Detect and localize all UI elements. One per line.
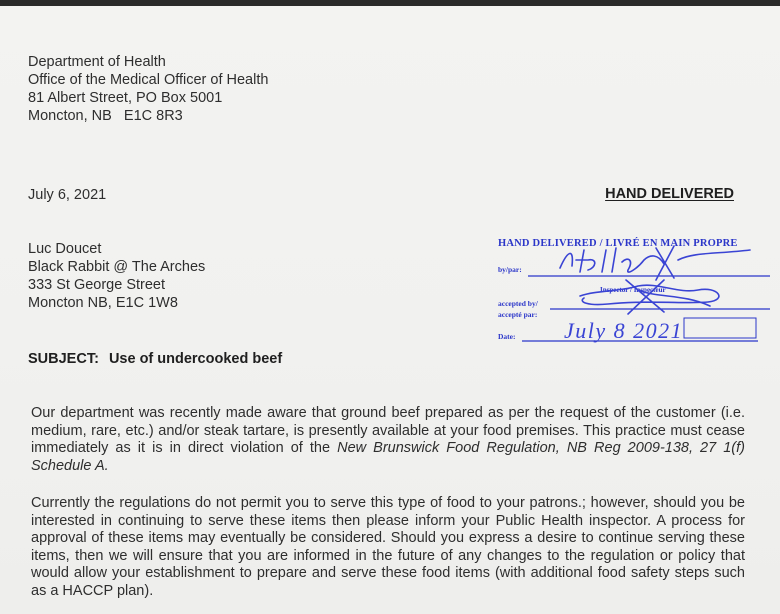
sender-address xyxy=(28,53,268,125)
regulation-citation: New Brunswick Food Regulation, NB Reg 2009-138, 27 1(f) Schedule A. xyxy=(31,440,745,474)
recipient-name: Luc Doucet xyxy=(28,241,102,257)
sender-street: 81 Albert Street, PO Box 5001 xyxy=(28,90,223,106)
stamp-title: HAND DELIVERED / LIVRÉ EN MAIN PROPRE xyxy=(498,238,738,249)
recipient-street: 333 St George Street xyxy=(28,277,166,293)
stamp-accepted-par-label: accepté par: xyxy=(498,310,538,319)
sender-city: Moncton, NB E1C 8R3 xyxy=(28,108,183,124)
signature-scribble xyxy=(560,246,750,314)
stamp-graphic xyxy=(488,220,778,350)
sender-department: Department of Health xyxy=(28,54,166,70)
subject-text: Use of undercooked beef xyxy=(108,351,283,367)
recipient-city: Moncton NB, E1C 1W8 xyxy=(28,295,178,311)
paragraph-violation xyxy=(31,405,745,475)
stamp-accepted-label: accepted by/ xyxy=(498,299,538,308)
paragraph-violation-text: Our department was recently made aware that ground beef prepared as per the request of the customer (i.e. medium, rare, etc.) and/or steak tartare, is presently available at your food premises. This practice must cease immediately as it is in direct violation of the xyxy=(31,405,745,456)
subject-line xyxy=(28,351,282,367)
letter-page xyxy=(0,6,780,614)
stamp-by-label: by/par: xyxy=(498,265,522,274)
stamp-date-label: Date: xyxy=(498,332,516,341)
recipient-business: Black Rabbit @ The Arches xyxy=(28,259,206,275)
delivery-stamp xyxy=(488,220,778,350)
letter-date: July 6, 2021 xyxy=(28,187,107,203)
paragraph-regulations: Currently the regulations do not permit you to serve this type of food to your patrons.; however, should you be interested in continuing to serve these items then please inform your Public Health inspector. A process for approval of these items may eventually be considered. Should you express a desire to continue serving these items, then we will ensure that you are informed in the future of any changes to the regulation or policy that would allow your establishment to prepare and serve these food items (with additional food safety steps such as a HACCP plan). xyxy=(31,495,745,599)
sender-office: Office of the Medical Officer of Health xyxy=(28,72,269,88)
stamp-date-handwritten: July 8 2021 xyxy=(564,318,684,343)
stamp-role: Inspector / Inspecteur xyxy=(600,286,666,294)
hand-delivered-label: HAND DELIVERED xyxy=(605,186,734,202)
recipient-address xyxy=(28,240,205,312)
subject-label: SUBJECT: xyxy=(28,351,99,367)
